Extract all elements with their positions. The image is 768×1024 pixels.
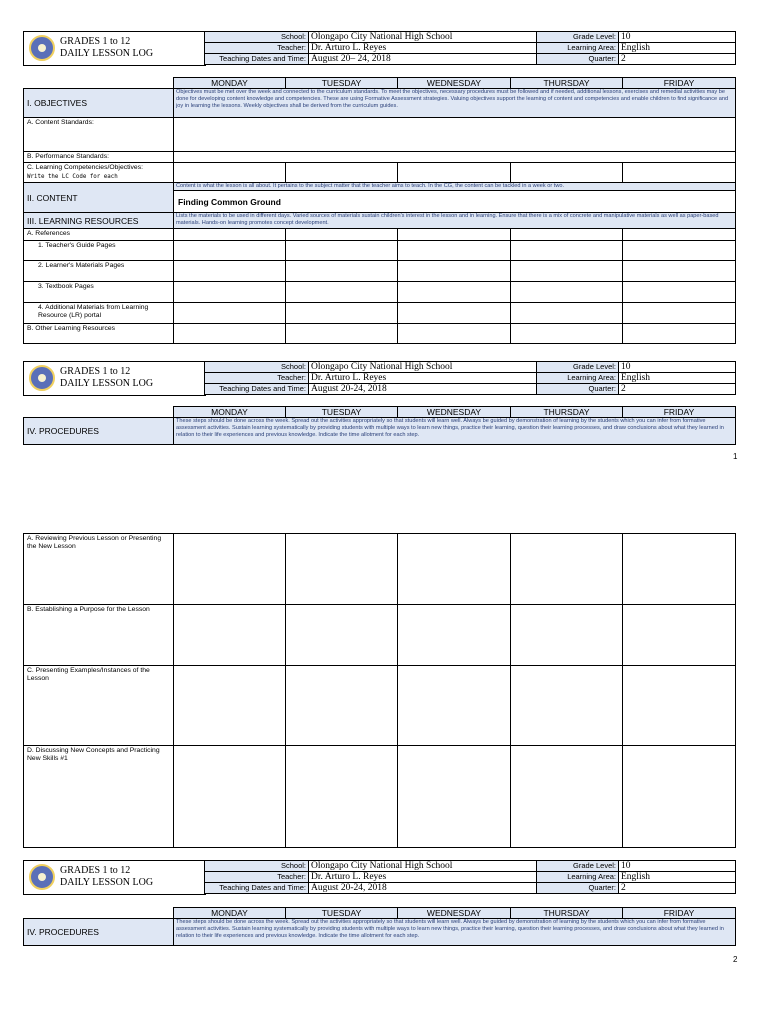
logo-box (23, 361, 206, 396)
col-thursday: THURSDAY (511, 407, 623, 418)
col-friday: FRIDAY (623, 908, 736, 919)
procedures-table (23, 533, 736, 848)
tb-pages-label: 3. Textbook Pages (24, 281, 174, 302)
dates-label: Teaching Dates and Time: (205, 883, 309, 894)
dates-value: August 20– 24, 2018 (309, 54, 537, 65)
competencies-fri[interactable] (623, 163, 736, 183)
other-wed[interactable] (398, 323, 511, 343)
other-fri[interactable] (623, 323, 736, 343)
procedures-header-1 (23, 406, 736, 445)
deped-seal-icon (29, 864, 55, 890)
proc-b-label: B. Establishing a Purpose for the Lesson (24, 605, 174, 666)
proc-a-fri[interactable] (623, 534, 736, 605)
proc-a-mon[interactable] (174, 534, 286, 605)
school-label: School: (205, 32, 309, 43)
procedures-note: These steps should be done across the week. Spread out the activities appropriately so that students will learn well. Always be guided by demonstration of learning by the students which you can infer from formative assessment activities. Sustain learning systematically by providing students with multiple ways to learn new things, practice their learning, question their learning processes, and draw conclusions about what they learned in relation to their life experiences and previous knowledge. Indicate the time allotment for each step. (174, 418, 736, 445)
proc-d-tue[interactable] (286, 746, 398, 848)
grade-value: 10 (619, 362, 736, 373)
procedures-title: IV. PROCEDURES (24, 919, 174, 946)
proc-d-fri[interactable] (623, 746, 736, 848)
procedures-title: IV. PROCEDURES (24, 418, 174, 445)
other-resources-label: B. Other Learning Resources (24, 323, 174, 343)
competencies-title: C. Learning Competencies/Objectives: (27, 164, 143, 172)
school-value: Olongapo City National High School (309, 362, 537, 373)
school-label: School: (205, 861, 309, 872)
school-value: Olongapo City National High School (309, 861, 537, 872)
col-monday: MONDAY (174, 78, 286, 89)
quarter-value: 2 (619, 54, 736, 65)
proc-c-label: C. Presenting Examples/Instances of the Lesson (24, 666, 174, 746)
dates-value: August 20-24, 2018 (309, 384, 537, 395)
header-info-table (204, 860, 736, 894)
lr-thu[interactable] (511, 302, 623, 323)
page-number: 2 (733, 955, 738, 964)
proc-c-fri[interactable] (623, 666, 736, 746)
logo-box (23, 860, 206, 895)
objectives-title: I. OBJECTIVES (24, 89, 174, 118)
tb-thu[interactable] (511, 281, 623, 302)
content-standards-cell[interactable] (174, 118, 736, 152)
proc-d-wed[interactable] (398, 746, 511, 848)
content-title: II. CONTENT (24, 183, 174, 213)
header-info-table (204, 361, 736, 395)
tb-fri[interactable] (623, 281, 736, 302)
log-title-line1: GRADES 1 to 12 (60, 865, 131, 876)
lr-wed[interactable] (398, 302, 511, 323)
area-value: English (619, 373, 736, 384)
log-title-line1: GRADES 1 to 12 (60, 36, 131, 47)
proc-a-tue[interactable] (286, 534, 398, 605)
area-value: English (619, 43, 736, 54)
proc-a-wed[interactable] (398, 534, 511, 605)
grade-label: Grade Level: (537, 362, 619, 373)
proc-c-wed[interactable] (398, 666, 511, 746)
content-standards-label: A. Content Standards: (24, 118, 174, 152)
performance-standards-label: B. Performance Standards: (24, 152, 174, 163)
lm-wed[interactable] (398, 260, 511, 281)
lesson-log-header-2 (23, 361, 735, 396)
proc-b-fri[interactable] (623, 605, 736, 666)
lr-mon[interactable] (174, 302, 286, 323)
quarter-label: Quarter: (537, 883, 619, 894)
teacher-label: Teacher: (205, 373, 309, 384)
objectives-note: Objectives must be met over the week and connected to the curriculum standards. To meet the objectives, necessary procedures must be followed and if needed, additional lessons, exercises and remedial activities may be done for developing content knowledge and competencies. These are using Formative Assessment strategies. Valuing objectives support the learning of content and competencies and enable children to find significance and joy in learning the lessons. Weekly objectives shall be derived from the curriculum guides. (174, 89, 736, 118)
lm-mon[interactable] (174, 260, 286, 281)
dates-value: August 20-24, 2018 (309, 883, 537, 894)
dates-label: Teaching Dates and Time: (205, 384, 309, 395)
area-label: Learning Area: (537, 872, 619, 883)
quarter-label: Quarter: (537, 384, 619, 395)
tb-wed[interactable] (398, 281, 511, 302)
log-title-line2: DAILY LESSON LOG (60, 877, 154, 888)
header-info-table (204, 31, 736, 65)
teacher-label: Teacher: (205, 43, 309, 54)
performance-standards-cell[interactable] (174, 152, 736, 163)
area-label: Learning Area: (537, 43, 619, 54)
grade-value: 10 (619, 861, 736, 872)
lm-pages-label: 2. Learner's Materials Pages (24, 260, 174, 281)
proc-a-thu[interactable] (511, 534, 623, 605)
lm-tue[interactable] (286, 260, 398, 281)
log-title-line2: DAILY LESSON LOG (60, 48, 154, 59)
tb-tue[interactable] (286, 281, 398, 302)
page-number: 1 (733, 452, 738, 461)
proc-c-mon[interactable] (174, 666, 286, 746)
grade-value: 10 (619, 32, 736, 43)
col-tuesday: TUESDAY (286, 908, 398, 919)
competencies-mon[interactable] (174, 163, 286, 183)
col-monday: MONDAY (174, 908, 286, 919)
proc-d-mon[interactable] (174, 746, 286, 848)
proc-a-label: A. Reviewing Previous Lesson or Presenting the New Lesson (24, 534, 174, 605)
area-label: Learning Area: (537, 373, 619, 384)
col-thursday: THURSDAY (511, 78, 623, 89)
references-tue[interactable] (286, 229, 398, 240)
other-tue[interactable] (286, 323, 398, 343)
references-mon[interactable] (174, 229, 286, 240)
logo-box (23, 31, 206, 66)
tb-mon[interactable] (174, 281, 286, 302)
log-title-line1: GRADES 1 to 12 (60, 366, 131, 377)
deped-seal-icon (29, 35, 55, 61)
log-title-line2: DAILY LESSON LOG (60, 378, 154, 389)
col-wednesday: WEDNESDAY (398, 908, 511, 919)
resources-note: Lists the materials to be used in different days. Varied sources of materials sustain children's interest in the lesson and in learning. Ensure that there is a mix of concrete and manipulative materials as well as paper-based materials. Hands-on learning promotes concept development. (174, 213, 736, 229)
lesson-log-header-1 (23, 31, 735, 66)
competencies-tue[interactable] (286, 163, 398, 183)
school-value: Olongapo City National High School (309, 32, 537, 43)
lesson-log-header-3 (23, 860, 735, 895)
tg-tue[interactable] (286, 240, 398, 260)
quarter-value: 2 (619, 384, 736, 395)
tg-mon[interactable] (174, 240, 286, 260)
competencies-thu[interactable] (511, 163, 623, 183)
references-thu[interactable] (511, 229, 623, 240)
col-tuesday: TUESDAY (286, 78, 398, 89)
proc-b-mon[interactable] (174, 605, 286, 666)
teacher-label: Teacher: (205, 872, 309, 883)
competencies-sub: Write the LC Code for each (27, 173, 118, 180)
teacher-value: Dr. Arturo L. Reyes (309, 872, 537, 883)
objectives-table (23, 77, 736, 344)
tg-fri[interactable] (623, 240, 736, 260)
procedures-header-2 (23, 907, 736, 946)
other-thu[interactable] (511, 323, 623, 343)
procedures-note: These steps should be done across the week. Spread out the activities appropriately so that students will learn well. Always be guided by demonstration of learning by the students which you can infer from formative assessment activities. Sustain learning systematically by providing students with multiple ways to learn new things, practice their learning, question their learning processes, and draw conclusions about what they learned in relation to their life experiences and previous knowledge. Indicate the time allotment for each step. (174, 919, 736, 946)
quarter-label: Quarter: (537, 54, 619, 65)
competencies-label (24, 163, 174, 183)
proc-d-thu[interactable] (511, 746, 623, 848)
proc-d-label: D. Discussing New Concepts and Practicing New Skills #1 (24, 746, 174, 848)
proc-b-thu[interactable] (511, 605, 623, 666)
proc-b-wed[interactable] (398, 605, 511, 666)
content-note: Content is what the lesson is all about. It pertains to the subject matter that the teacher aims to teach. In the CG, the content can be tackled in a week or two. (174, 183, 736, 191)
teacher-value: Dr. Arturo L. Reyes (309, 373, 537, 384)
dates-label: Teaching Dates and Time: (205, 54, 309, 65)
col-tuesday: TUESDAY (286, 407, 398, 418)
resources-title: III. LEARNING RESOURCES (24, 213, 174, 229)
references-fri[interactable] (623, 229, 736, 240)
col-wednesday: WEDNESDAY (398, 407, 511, 418)
area-value: English (619, 872, 736, 883)
grade-label: Grade Level: (537, 32, 619, 43)
competencies-wed[interactable] (398, 163, 511, 183)
school-label: School: (205, 362, 309, 373)
col-monday: MONDAY (174, 407, 286, 418)
content-value[interactable]: Finding Common Ground (174, 191, 736, 213)
lr-fri[interactable] (623, 302, 736, 323)
tg-pages-label: 1. Teacher's Guide Pages (24, 240, 174, 260)
lm-thu[interactable] (511, 260, 623, 281)
quarter-value: 2 (619, 883, 736, 894)
proc-c-thu[interactable] (511, 666, 623, 746)
grade-label: Grade Level: (537, 861, 619, 872)
lm-fri[interactable] (623, 260, 736, 281)
col-friday: FRIDAY (623, 78, 736, 89)
deped-seal-icon (29, 365, 55, 391)
other-mon[interactable] (174, 323, 286, 343)
references-label: A. References (24, 229, 174, 240)
lr-tue[interactable] (286, 302, 398, 323)
proc-c-tue[interactable] (286, 666, 398, 746)
tg-thu[interactable] (511, 240, 623, 260)
lr-portal-label: 4. Additional Materials from Learning Resource (LR) portal (24, 302, 174, 323)
proc-b-tue[interactable] (286, 605, 398, 666)
col-friday: FRIDAY (623, 407, 736, 418)
col-thursday: THURSDAY (511, 908, 623, 919)
tg-wed[interactable] (398, 240, 511, 260)
references-wed[interactable] (398, 229, 511, 240)
col-wednesday: WEDNESDAY (398, 78, 511, 89)
teacher-value: Dr. Arturo L. Reyes (309, 43, 537, 54)
